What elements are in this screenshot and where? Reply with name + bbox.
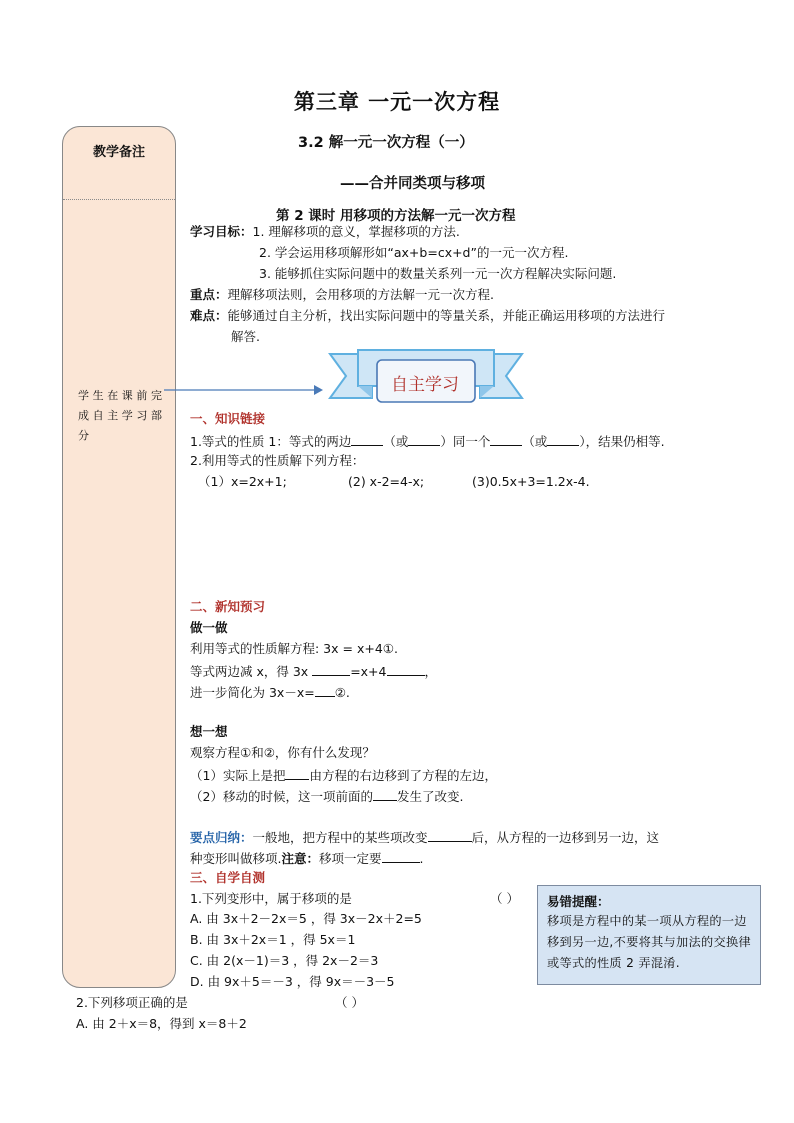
text-fragment: 移项一定要 <box>319 851 382 866</box>
text-fragment: （1）实际上是把 <box>190 768 286 783</box>
summary-line2 <box>190 849 424 867</box>
banner-label: 自主学习 <box>391 375 459 395</box>
q2-option-a: A. 由 2＋x＝8，得到 x＝8＋2 <box>76 1016 247 1031</box>
blank[interactable] <box>428 828 472 842</box>
do-line1: 利用等式的性质解方程: 3x = x+4①. <box>190 641 398 656</box>
goal-item-1: 1. 理解移项的意义，掌握移项的方法. <box>252 224 460 239</box>
difficulty-label: 难点： <box>190 308 228 323</box>
blank[interactable] <box>408 432 440 446</box>
error-tip-box <box>537 885 761 985</box>
text-fragment: 后，从方程的一边移到另一边，这 <box>471 830 660 845</box>
goal-item-3: 3. 能够抓住实际问题中的数量关系列一元一次方程解决实际问题. <box>259 266 617 281</box>
question-1: 1.下列变形中，属于移项的是 <box>190 891 352 906</box>
teaching-notes-panel <box>62 126 176 988</box>
goal-item-2: 2. 学会运用移项解形如“ax+b=cx+d”的一元一次方程. <box>259 245 569 260</box>
text-fragment: （或 <box>522 434 548 449</box>
tip-title: 易错提醒： <box>547 894 610 909</box>
goals-label: 学习目标： <box>190 224 253 239</box>
do-line2 <box>190 662 437 680</box>
blank[interactable] <box>382 849 420 863</box>
blank[interactable] <box>373 787 397 801</box>
section-title: 3.2 解一元一次方程（一） <box>298 135 474 151</box>
think-line2 <box>190 766 497 784</box>
text-fragment: 进一步简化为 3x－x= <box>190 685 315 700</box>
teaching-notes-title: 教学备注 <box>92 145 145 160</box>
sidebar-divider <box>63 199 175 200</box>
think-line1: 观察方程①和②，你有什么发现？ <box>190 745 375 760</box>
do-line3 <box>190 683 350 701</box>
section3-heading: 三、自学自测 <box>190 870 266 885</box>
do-title: 做一做 <box>190 620 228 635</box>
page-title: 第三章 一元一次方程 <box>293 90 501 114</box>
blank[interactable] <box>351 432 383 446</box>
text-fragment: 种变形叫做移项. <box>190 851 282 866</box>
think-line3 <box>190 787 463 805</box>
goals-block <box>190 224 460 240</box>
q1-option-b: B. 由 3x＋2x＝1 ，得 5x＝1 <box>190 932 356 947</box>
summary-line1 <box>190 828 659 846</box>
text-fragment: ， <box>424 664 438 679</box>
difficulty-text-cont: 解答. <box>231 329 260 344</box>
sidebar-note: 学生在课前完成自主学习部分 <box>78 389 164 442</box>
keypoint-label: 重点： <box>190 287 228 302</box>
text-fragment: ），结果仍相等. <box>579 434 665 449</box>
keypoint-text: 理解移项法则，会用移项的方法解一元一次方程. <box>227 287 494 302</box>
q1-option-d: D. 由 9x＋5＝－3 ，得 9x＝－3－5 <box>190 974 395 989</box>
blank[interactable] <box>285 766 309 780</box>
think-title: 想一想 <box>190 724 228 739</box>
blank[interactable] <box>387 662 425 676</box>
q1-option-a: A. 由 3x＋2－2x＝5 ，得 3x－2x＋2=5 <box>190 911 422 926</box>
q1-option-c: C. 由 2(x－1)＝3 ，得 2x－2＝3 <box>190 953 379 968</box>
tip-body: 移项是方程中的某一项从方程的一边移到另一边,不要将其与加法的交换律或等式的性质 2 弄混淆. <box>547 914 751 970</box>
equation-2: (2) x-2=4-x; <box>348 474 425 489</box>
blank[interactable] <box>312 662 350 676</box>
text-fragment: 由方程的右边移到了方程的左边， <box>309 768 497 783</box>
section1-line2: 2.利用等式的性质解下列方程： <box>190 453 365 468</box>
question-2: 2.下列移项正确的是 <box>76 995 188 1010</box>
arrow-icon <box>164 384 324 396</box>
difficulty-text: 能够通过自主分析，找出实际问题中的等量关系，并能正确运用移项的方法进行 <box>227 308 666 323</box>
section1-heading: 一、知识链接 <box>190 411 266 426</box>
text-fragment: 等式两边减 x，得 3x <box>190 664 309 679</box>
text-fragment: （或 <box>383 434 409 449</box>
answer-paren: （ ） <box>335 995 364 1010</box>
text-fragment: =x+4 <box>350 664 387 679</box>
text-fragment: . <box>419 851 424 866</box>
section-subtitle: ——合并同类项与移项 <box>340 176 485 192</box>
text-fragment: 1.等式的性质 1：等式的两边 <box>190 434 352 449</box>
text-fragment: ②. <box>334 685 350 700</box>
keypoint-line <box>190 287 494 303</box>
text-fragment: 发生了改变. <box>396 789 464 804</box>
blank[interactable] <box>547 432 579 446</box>
blank[interactable] <box>490 432 522 446</box>
text-fragment: 一般地，把方程中的某些项改变 <box>252 830 428 845</box>
note-label: 注意： <box>281 851 319 866</box>
text-fragment: （2）移动的时候，这一项前面的 <box>190 789 373 804</box>
blank[interactable] <box>315 683 335 697</box>
text-fragment: ）同一个 <box>440 434 491 449</box>
answer-paren: （ ） <box>490 891 519 906</box>
equation-1: （1）x=2x+1; <box>198 474 287 489</box>
summary-label: 要点归纳： <box>190 830 253 845</box>
section1-line1 <box>190 432 665 450</box>
lesson-title: 第 2 课时 用移项的方法解一元一次方程 <box>276 208 516 224</box>
section2-heading: 二、新知预习 <box>190 599 266 614</box>
equation-3: (3)0.5x+3=1.2x-4. <box>472 474 590 489</box>
difficulty-line <box>190 308 665 324</box>
